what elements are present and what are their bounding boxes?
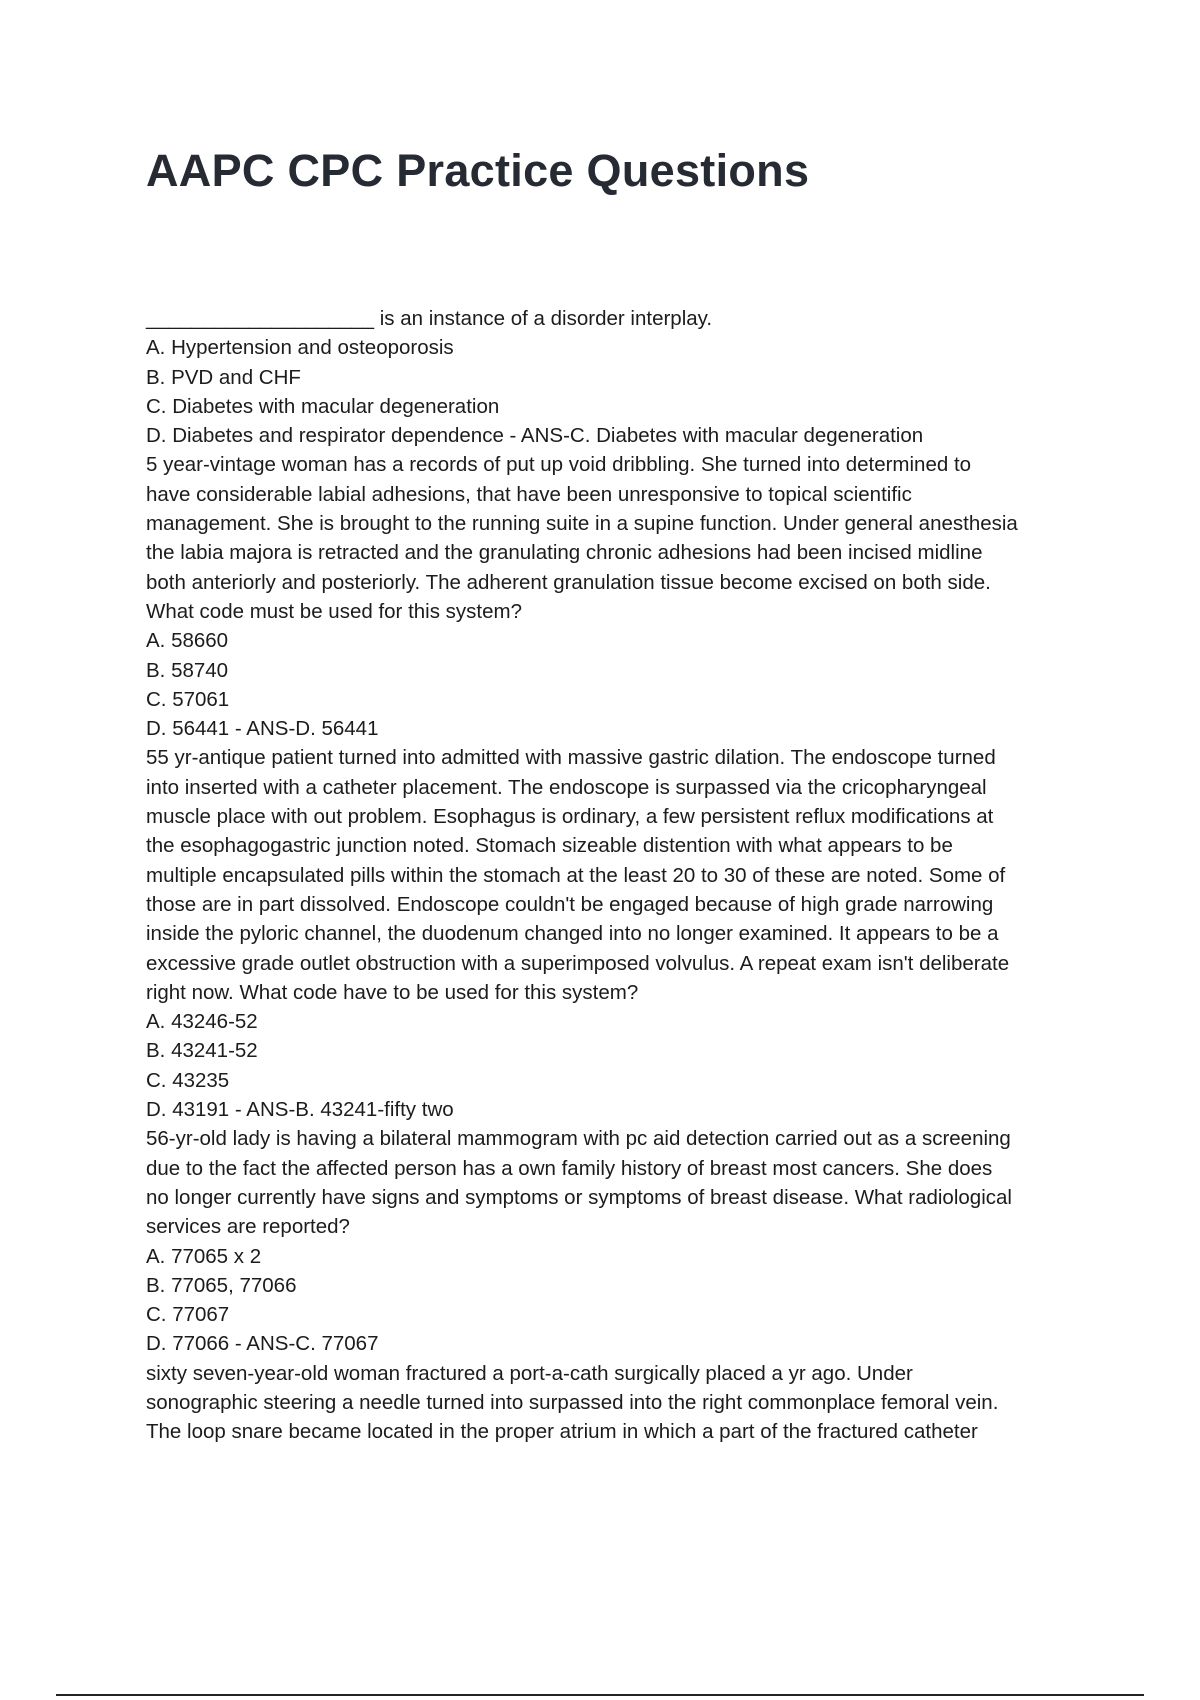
question-4-stem-line: services are reported? [146, 1215, 350, 1239]
question-3-option-a: A. 43246-52 [146, 1010, 258, 1034]
question-3-stem-line: excessive grade outlet obstruction with a superimposed volvulus. A repeat exam isn't deliberate [146, 951, 1010, 975]
question-2-stem-line: management. She is brought to the running suite in a supine function. Under general anesthesia [146, 512, 1018, 536]
question-5-stem-line: The loop snare became located in the proper atrium in which a part of the fractured catheter [146, 1420, 978, 1444]
question-3-stem-line: into inserted with a catheter placement. The endoscope is surpassed via the cricopharyngeal [146, 775, 987, 799]
question-4-stem-line: 56-yr-old lady is having a bilateral mammogram with pc aid detection carried out as a screening [146, 1127, 1011, 1151]
question-4-stem-line: due to the fact the affected person has a own family history of breast most cancers. She does [146, 1156, 993, 1180]
question-4-option-c: C. 77067 [146, 1303, 230, 1327]
question-4-option-d-answer: D. 77066 - ANS-C. 77067 [146, 1332, 379, 1356]
question-2-option-c: C. 57061 [146, 687, 230, 711]
question-2-option-d-answer: D. 56441 - ANS-D. 56441 [146, 717, 379, 741]
question-3-stem-line: muscle place with out problem. Esophagus is ordinary, a few persistent reflux modifications at [146, 805, 994, 829]
document-body [146, 304, 1096, 1447]
question-3-stem-line: right now. What code have to be used for this system? [146, 980, 639, 1004]
question-3-stem-line: those are in part dissolved. Endoscope couldn't be engaged because of high grade narrowing [146, 892, 994, 916]
question-2-stem-line: What code must be used for this system? [146, 599, 522, 623]
page-title: AAPC CPC Practice Questions [146, 145, 810, 196]
question-3-stem-line: inside the pyloric channel, the duodenum changed into no longer examined. It appears to be a [146, 922, 999, 946]
question-2-stem-line: the labia majora is retracted and the granulating chronic adhesions had been incised midline [146, 541, 983, 565]
question-2-stem-line: both anteriorly and posteriorly. The adherent granulation tissue become excised on both side. [146, 570, 991, 594]
question-3-stem-line: the esophagogastric junction noted. Stomach sizeable distention with what appears to be [146, 834, 953, 858]
question-2-option-a: A. 58660 [146, 629, 229, 653]
question-1-option-a: A. Hypertension and osteoporosis [146, 336, 454, 360]
question-2-stem-line: have considerable labial adhesions, that have been unresponsive to topical scientific [146, 482, 912, 506]
question-1-option-d-answer: D. Diabetes and respirator dependence - ANS-C. Diabetes with macular degeneration [146, 424, 924, 448]
question-2-option-b: B. 58740 [146, 658, 229, 682]
question-1-stem: ____________________ is an instance of a disorder interplay. [146, 307, 713, 330]
question-1-option-c: C. Diabetes with macular degeneration [146, 394, 500, 418]
question-3-stem-line: 55 yr-antique patient turned into admitted with massive gastric dilation. The endoscope turned [146, 746, 996, 770]
question-1-option-b: B. PVD and CHF [146, 365, 301, 389]
question-3-option-b: B. 43241-52 [146, 1039, 258, 1063]
question-5-stem-line: sixty seven-year-old woman fractured a port-a-cath surgically placed a yr ago. Under [146, 1361, 913, 1385]
question-4-option-a: A. 77065 x 2 [146, 1244, 262, 1268]
question-3-option-d-answer: D. 43191 - ANS-B. 43241-fifty two [146, 1098, 454, 1122]
question-5-stem-line: sonographic steering a needle turned into surpassed into the right commonplace femoral vein. [146, 1390, 999, 1414]
footer-divider [56, 1694, 1144, 1696]
question-4-stem-line: no longer currently have signs and symptoms or symptoms of breast disease. What radiological [146, 1185, 1012, 1209]
question-2-stem-line: 5 year-vintage woman has a records of put up void dribbling. She turned into determined to [146, 453, 972, 477]
question-3-option-c: C. 43235 [146, 1068, 230, 1092]
question-3-stem-line: multiple encapsulated pills within the stomach at the least 20 to 30 of these are noted. Some of [146, 863, 1006, 887]
question-4-option-b: B. 77065, 77066 [146, 1273, 297, 1297]
